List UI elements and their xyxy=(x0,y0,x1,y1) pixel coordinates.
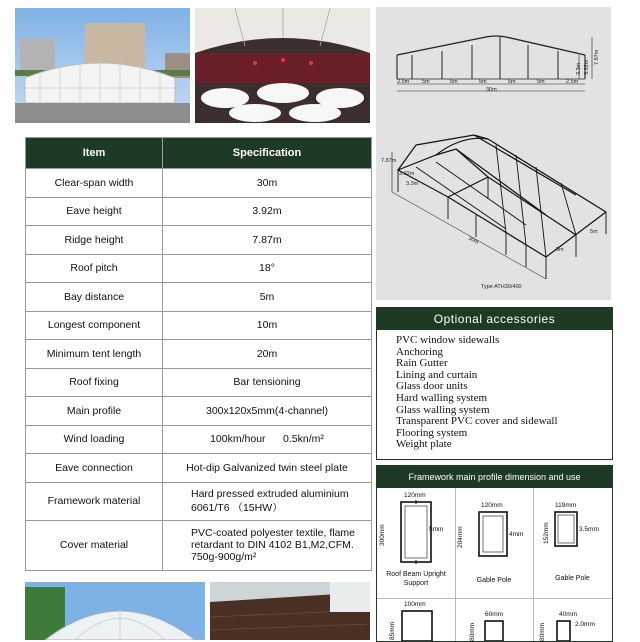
profile-width: 60mm xyxy=(485,611,504,618)
row-spec: Hot-dip Galvanized twin steel plate xyxy=(163,454,372,483)
profile-wall: 5mm xyxy=(429,526,444,533)
profile-section-icon xyxy=(483,619,505,641)
header-item: Item xyxy=(26,138,163,169)
table-row xyxy=(26,340,372,369)
profile-height: 204mm xyxy=(457,526,464,548)
list-item: Hard walling system xyxy=(396,391,488,404)
table-header-row xyxy=(26,138,372,169)
tent-exterior-photo xyxy=(15,8,190,123)
row-item: Wind loading xyxy=(26,425,163,454)
table-row xyxy=(26,283,372,312)
table-row xyxy=(26,311,372,340)
iso-ridge: 7.87m xyxy=(381,158,397,164)
table-row xyxy=(26,397,372,426)
profile-width: 119mm xyxy=(555,502,577,509)
table-row xyxy=(26,482,372,520)
list-item: Lining and curtain xyxy=(396,368,478,381)
row-item: Bay distance xyxy=(26,283,163,312)
profile-height: 85mm xyxy=(389,621,396,640)
table-row xyxy=(26,425,372,454)
row-spec: 20m xyxy=(163,340,372,369)
profile-caption: Roof Beam Upright Support xyxy=(386,571,446,587)
row-spec: PVC-coated polyester textile, flame retardant to DIN 4102 B1,M2,CFM. 750g-900g/m² xyxy=(163,520,372,570)
list-item: Glass door units xyxy=(396,380,468,393)
row-item: Eave connection xyxy=(26,454,163,483)
table-row xyxy=(26,520,372,570)
elev-bay-0: 2.5m xyxy=(397,79,410,85)
profile-section-icon xyxy=(555,619,573,641)
list-item: Glass walling system xyxy=(396,403,490,416)
row-item: Roof pitch xyxy=(26,254,163,283)
profile-width: 100mm xyxy=(404,601,426,608)
arched-tent-photo xyxy=(25,582,205,640)
elev-total: 30m xyxy=(486,87,497,93)
tent-floor-photo xyxy=(210,582,370,640)
row-spec: 18° xyxy=(163,254,372,283)
elev-bay-5: 5m xyxy=(537,79,545,85)
list-item: Rain Gutter xyxy=(396,357,448,370)
table-row xyxy=(26,226,372,255)
profile-height: 300mm xyxy=(379,524,386,546)
profile-wall: 3.5mm xyxy=(579,526,599,533)
iso-length: 30m xyxy=(467,235,480,246)
row-item: Cover material xyxy=(26,520,163,570)
profile-height: 152mm xyxy=(543,522,550,544)
profile-caption: Gable Pole xyxy=(476,577,512,584)
tent-interior-photo xyxy=(195,8,370,123)
row-spec: 3.92m xyxy=(163,197,372,226)
profile-width: 40mm xyxy=(559,611,578,618)
profile-dimensions-box xyxy=(376,465,613,642)
row-spec: 100km/hour 0.5kn/m² xyxy=(163,425,372,454)
profile-section-icon xyxy=(551,510,581,550)
profile-small-b xyxy=(455,598,534,641)
profile-height: 80mm xyxy=(539,622,546,641)
profile-height: 80mm xyxy=(469,622,476,641)
profile-gable-pole-b xyxy=(533,488,612,599)
table-row xyxy=(26,254,372,283)
iso-bay-1: 5m xyxy=(590,229,598,235)
elevation-dimensions xyxy=(397,49,600,93)
isometric-drawing xyxy=(392,135,606,279)
tent-drawing-panel xyxy=(376,7,611,300)
elev-bay-6: 2.5m xyxy=(566,79,579,85)
row-spec: 10m xyxy=(163,311,372,340)
elev-bay-2: 5m xyxy=(450,79,458,85)
row-spec: 5m xyxy=(163,283,372,312)
profiles-title: Framework main profile dimension and use xyxy=(377,466,612,488)
specification-table xyxy=(25,137,372,571)
profile-small-a xyxy=(377,598,456,641)
profile-width: 120mm xyxy=(404,492,426,499)
list-item: Transparent PVC cover and sidewall xyxy=(396,415,558,428)
list-item: Weight plate xyxy=(396,438,452,451)
iso-eave-1: 3.3m xyxy=(406,181,419,187)
list-item: Flooring system xyxy=(396,426,468,439)
iso-bay-0: 5m xyxy=(556,247,564,253)
table-row xyxy=(26,368,372,397)
elev-bay-1: 5m xyxy=(422,79,430,85)
profile-roof-beam xyxy=(377,488,456,599)
profile-caption: Gable Pole xyxy=(555,575,590,582)
type-label: Type ATH30/400 xyxy=(481,284,522,290)
accessories-title: Optional accessories xyxy=(377,308,612,330)
elev-eave-0: 3.3m xyxy=(576,62,582,75)
table-row xyxy=(26,197,372,226)
optional-accessories-box xyxy=(376,307,613,460)
row-spec: Bar tensioning xyxy=(163,368,372,397)
row-item: Framework material xyxy=(26,482,163,520)
iso-eave-0: 3.92m xyxy=(399,171,415,177)
profile-gable-pole-a xyxy=(455,488,534,599)
row-item: Clear-span width xyxy=(26,169,163,198)
elev-bay-3: 5m xyxy=(479,79,487,85)
accessories-list xyxy=(377,330,612,451)
elev-eave-1: 3.92m xyxy=(584,59,590,75)
row-spec: 7.87m xyxy=(163,226,372,255)
list-item: PVC window sidewalls xyxy=(396,334,500,346)
profile-section-icon xyxy=(399,609,435,641)
row-item: Longest component xyxy=(26,311,163,340)
row-spec: Hard pressed extruded aluminium 6061/T6 （15HW） xyxy=(163,482,372,520)
list-item: Anchoring xyxy=(396,345,444,358)
elev-ridge: 7.87m xyxy=(594,49,600,65)
header-specification: Specification xyxy=(163,138,372,169)
row-item: Roof fixing xyxy=(26,368,163,397)
row-spec: 30m xyxy=(163,169,372,198)
row-spec: 300x120x5mm(4-channel) xyxy=(163,397,372,426)
table-row xyxy=(26,169,372,198)
profile-small-c xyxy=(533,598,612,641)
row-item: Eave height xyxy=(26,197,163,226)
profile-wall: 4mm xyxy=(509,531,524,538)
profile-wall: 2.0mm xyxy=(575,621,595,628)
row-item: Minimum tent length xyxy=(26,340,163,369)
elev-bay-4: 5m xyxy=(508,79,516,85)
row-item: Main profile xyxy=(26,397,163,426)
table-row xyxy=(26,454,372,483)
profile-width: 120mm xyxy=(481,502,503,509)
row-item: Ridge height xyxy=(26,226,163,255)
